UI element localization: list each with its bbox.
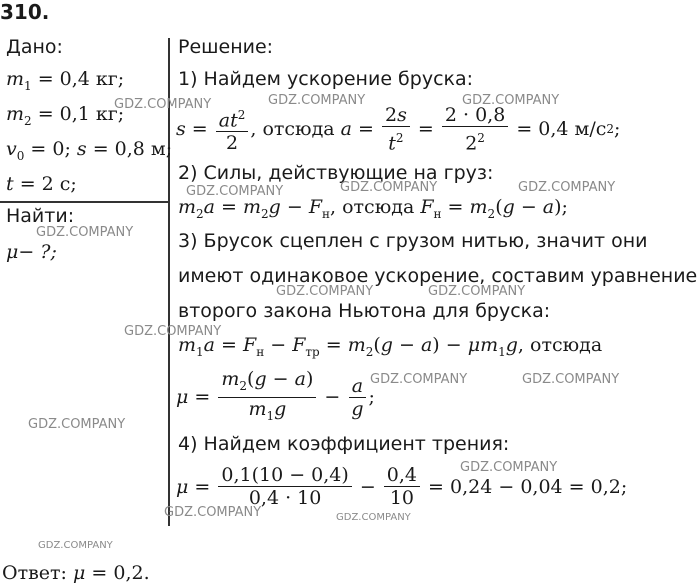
- watermark: GDZ.COMPANY: [340, 180, 438, 195]
- watermark: GDZ.COMPANY: [428, 284, 526, 299]
- formula-result: μ = $\frac{0,1(10 - 0,4)}{0,4 \cdot 10}$ − $\frac{0,4}{10}$ = 0,24 − 0,04 = 0,2;: [176, 464, 628, 509]
- answer: Ответ: μ = 0,2.: [2, 562, 150, 584]
- formula-mu: μ = $\frac{m_2(g - a)}{m_1g}$ − $\frac{a}{g}$ ;: [176, 368, 375, 423]
- given-v0-s: $v_0 = 0$; s = 0,8 м;: [6, 138, 173, 163]
- step4-text: 4) Найдем коэффициент трения:: [178, 433, 510, 455]
- find-mu: μ− ?;: [6, 241, 57, 263]
- watermark: GDZ.COMPANY: [370, 372, 468, 387]
- watermark: GDZ.COMPANY: [36, 225, 134, 240]
- given-title: Дано:: [6, 36, 63, 58]
- step3c-text: второго закона Ньютона для бруска:: [178, 300, 551, 322]
- given-t: t = 2 с;: [6, 173, 77, 195]
- watermark: GDZ.COMPANY: [276, 284, 374, 299]
- find-title: Найти:: [6, 205, 75, 227]
- watermark: GDZ.COMPANY: [114, 97, 212, 112]
- watermark: GDZ.COMPANY: [336, 512, 411, 523]
- watermark: GDZ.COMPANY: [462, 93, 560, 108]
- step3b-text: имеют одинаковое ускорение, составим уравнение: [178, 265, 697, 287]
- step3a-text: 3) Брусок сцеплен с грузом нитью, значит они: [178, 230, 648, 252]
- watermark: GDZ.COMPANY: [460, 460, 558, 475]
- problem-number: 310.: [0, 0, 50, 24]
- solution-title: Решение:: [178, 36, 274, 58]
- watermark: GDZ.COMPANY: [268, 93, 366, 108]
- step1-text: 1) Найдем ускорение бруска:: [178, 68, 474, 90]
- formula-acceleration: s = $\frac{at^2}{2}$ , отсюда a = $\frac{2s}{t^2}$ = $\frac{2 \cdot 0,8}{2^2}$ = 0,4 м/с 2 ;: [176, 104, 621, 155]
- horizontal-divider: [0, 201, 169, 203]
- watermark: GDZ.COMPANY: [518, 180, 616, 195]
- watermark: GDZ.COMPANY: [164, 505, 262, 520]
- watermark: GDZ.COMPANY: [124, 324, 222, 339]
- watermark: GDZ.COMPANY: [186, 184, 284, 199]
- given-m2: $m_2 = 0,1$ кг;: [6, 103, 125, 128]
- watermark: GDZ.COMPANY: [522, 372, 620, 387]
- watermark: GDZ.COMPANY: [38, 540, 113, 551]
- formula-forces: $m_2a = m_2g - F_н$, отсюда $F_н = m_2(g - a)$;: [178, 196, 568, 221]
- step2-text: 2) Силы, действующие на груз:: [178, 162, 494, 184]
- watermark: GDZ.COMPANY: [28, 417, 126, 432]
- given-m1: $m_1 = 0,4$ кг;: [6, 68, 125, 93]
- formula-newton: $m_1a = F_н - F_{тр} = m_2(g - a) - \mu m_1g$, отсюда: [178, 334, 603, 359]
